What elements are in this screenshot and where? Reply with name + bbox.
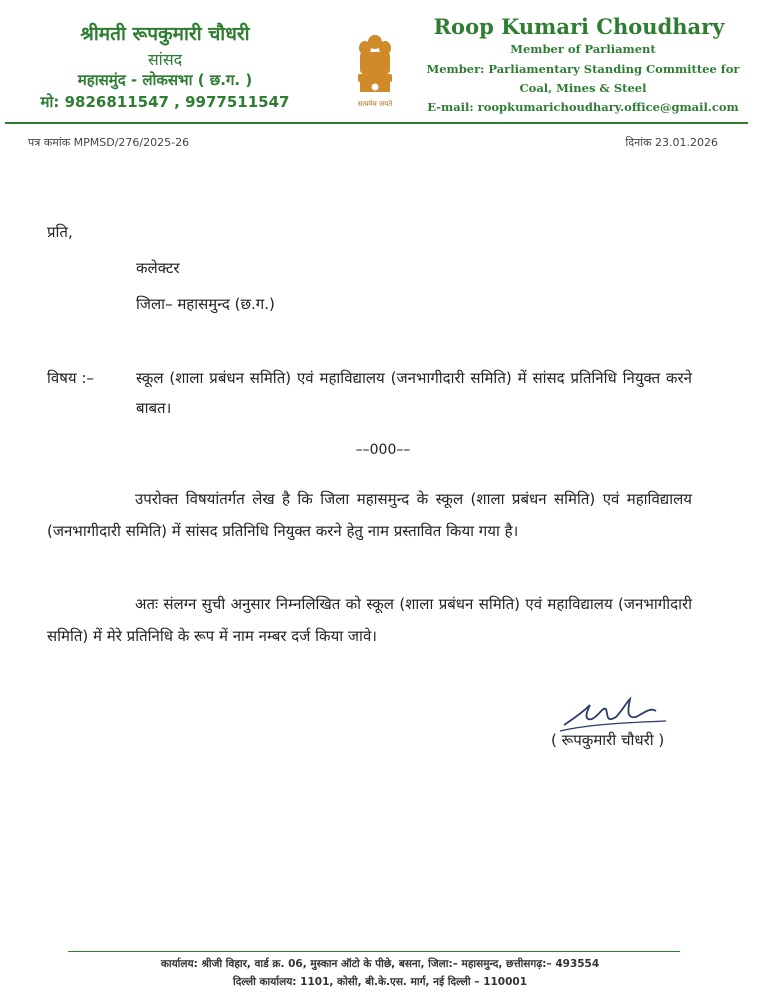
subject-label: विषय :–: [47, 369, 94, 387]
signature-icon: [556, 695, 676, 735]
hindi-constituency: महासमुंद - लोकसभा ( छ.ग. ): [77, 71, 253, 89]
delhi-office-address: दिल्ली कार्यालय: 1101, कोसी, बी.के.एस. मार्ग, नई दिल्ली – 110001: [232, 976, 528, 988]
emblem-caption: सत्यमेव जयते: [357, 100, 393, 108]
hindi-role: सांसद: [147, 50, 183, 69]
subject-text: स्कूल (शाला प्रबंधन समिति) एवं महाविद्यालय (जनभागीदारी समिति) में सांसद प्रतिनिधि नियुक्त करने बाबत।: [136, 369, 692, 417]
letter-number: पत्र कमांक MPMSD/276/2025-26: [28, 136, 190, 149]
recipient-district: जिला– महासमुन्द (छ.ग.): [136, 295, 275, 313]
committee-line-2: Coal, Mines & Steel: [519, 81, 647, 95]
recipient-designation: कलेक्टर: [136, 259, 180, 277]
committee-line-1: Member: Parliamentary Standing Committee for: [426, 62, 740, 76]
hindi-name: श्रीमती रूपकुमारी चौधरी: [80, 23, 250, 45]
separator: ––000––: [355, 442, 411, 458]
english-name: Roop Kumari Choudhary: [433, 14, 725, 39]
email: E-mail: roopkumarichoudhary.office@gmail.com: [427, 100, 739, 114]
recipient-to: प्रति,: [47, 223, 73, 241]
signatory-name: ( रूपकुमारी चौधरी ): [551, 731, 665, 749]
footer-divider: [68, 951, 680, 952]
hindi-mobile: मो: 9826811547 , 9977511547: [40, 93, 290, 111]
national-emblem-icon: [350, 30, 400, 110]
paragraph-1: उपरोक्त विषयांतर्गत लेख है कि जिला महासमुन्द के स्कूल (शाला प्रबंधन समिति) एवं महाविद्यालय (जनभागीदारी समिति) में सांसद प्रतिनिधि नियुक्त करने हेतु नाम प्रस्तावित किया गया है।: [47, 490, 692, 540]
letter-date: दिनांक 23.01.2026: [625, 136, 718, 149]
paragraph-2: अतः संलग्न सुची अनुसार निम्नलिखित को स्कूल (शाला प्रबंधन समिति) एवं महाविद्यालय (जनभागीदारी समिति) में मेरे प्रतिनिधि के रूप में नाम नम्बर दर्ज किया जावे।: [47, 595, 692, 645]
english-role: Member of Parliament: [510, 42, 656, 56]
header-divider: [5, 122, 748, 124]
office-address: कार्यालय: श्रीजी विहार, वार्ड क्र. 06, मुस्कान ऑटो के पीछे, बसना, जिला:– महासमुन्द, छत्तीसगढ़:– 493554: [160, 958, 600, 970]
